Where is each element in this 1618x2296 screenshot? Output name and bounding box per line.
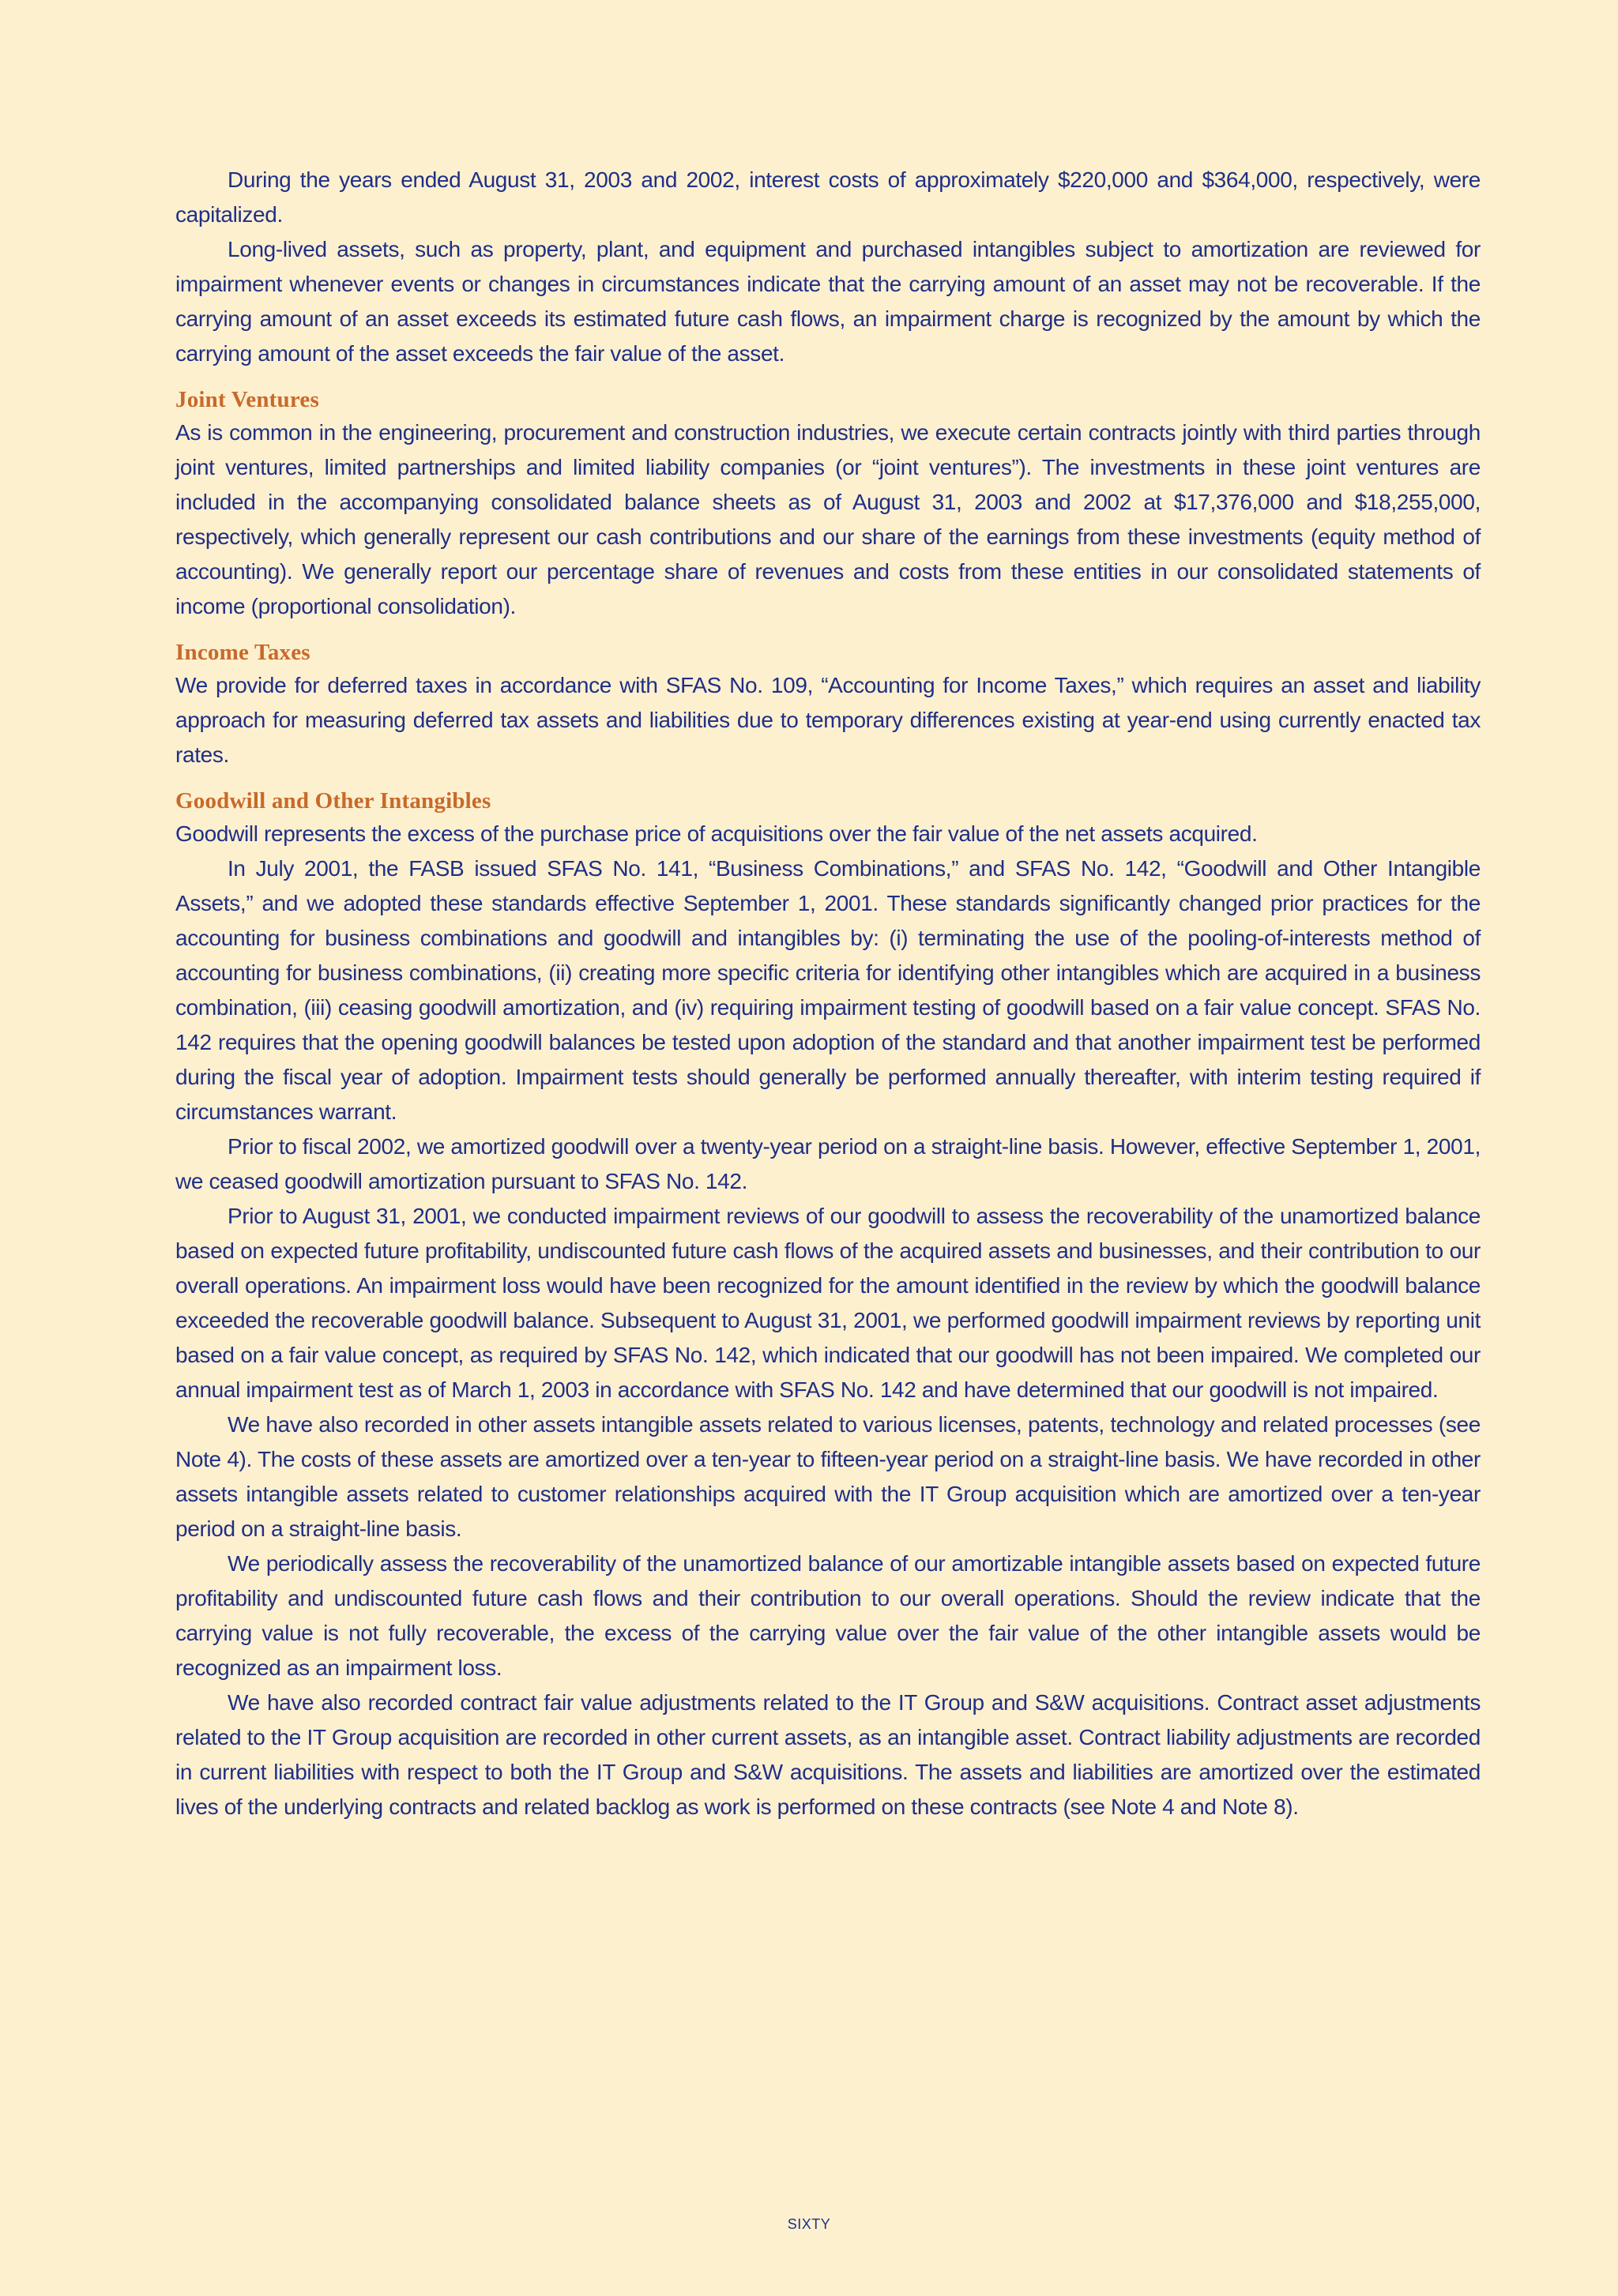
paragraph-recoverability: We periodically assess the recoverability of the unamortized balance of our amortizable intangible assets based on expected future profitability and undiscounted future cash flows and their contribution to our overall operations. Should the review indicate that the carrying value is not fully recoverable, the excess of the carrying value over the fair value of the other intangible assets would be recognized as an impairment loss. — [175, 1551, 1481, 1680]
paragraph-other-intangibles: We have also recorded in other assets intangible assets related to various licenses, patents, technology and related processes (see Note 4). The costs of these assets are amortized over a ten-year to fifteen-year period on a straight-line basis. We have recorded in other assets intangible assets related to customer relationships acquired with the IT Group acquisition which are amortized over a ten-year period on a straight-line basis. — [175, 1412, 1481, 1541]
paragraph-capitalized-interest: During the years ended August 31, 2003 and 2002, interest costs of approximately $220,000 and $364,000, respectively, were capitalized. — [175, 167, 1481, 227]
heading-joint-ventures: Joint Ventures — [175, 387, 319, 412]
paragraph-contract-adjustments: We have also recorded contract fair value adjustments related to the IT Group and S&W acquisitions. Contract asset adjustments related to the IT Group acquisition are recorded in other current assets, as an intangible asset. Contract liability adjustments are recorded in current liabilities with respect to both the IT Group and S&W acquisitions. The assets and liabilities are amortized over the estimated lives of the underlying contracts and related backlog as work is performed on these contracts (see Note 4 and Note 8). — [175, 1690, 1481, 1819]
heading-goodwill-intangibles: Goodwill and Other Intangibles — [175, 788, 491, 814]
heading-income-taxes: Income Taxes — [175, 640, 310, 665]
document-body — [175, 163, 1481, 1824]
paragraph-long-lived-assets: Long-lived assets, such as property, plant, and equipment and purchased intangibles subject to amortization are reviewed for impairment whenever events or changes in circumstances indicate that the carrying amount of an asset may not be recoverable. If the carrying amount of an asset exceeds its estimated future cash flows, an impairment charge is recognized by the amount by which the carrying amount of the asset exceeds the fair value of the asset. — [175, 237, 1481, 366]
paragraph-income-taxes: We provide for deferred taxes in accordance with SFAS No. 109, “Accounting for Income Taxes,” which requires an asset and liability approach for measuring deferred tax assets and liabilities due to temporary differences existing at year-end using currently enacted tax rates. — [175, 673, 1481, 767]
paragraph-impairment-reviews: Prior to August 31, 2001, we conducted impairment reviews of our goodwill to assess the recoverability of the unamortized balance based on expected future profitability, undiscounted future cash flows of the acquired assets and businesses, and their contribution to our overall operations. An impairment loss would have been recognized for the amount identified in the review by which the goodwill balance exceeded the recoverable goodwill balance. Subsequent to August 31, 2001, we performed goodwill impairment reviews by reporting unit based on a fair value concept, as required by SFAS No. 142, which indicated that our goodwill has not been impaired. We completed our annual impairment test as of March 1, 2003 in accordance with SFAS No. 142 and have determined that our goodwill is not impaired. — [175, 1204, 1481, 1402]
paragraph-sfas-141-142: In July 2001, the FASB issued SFAS No. 141, “Business Combinations,” and SFAS No. 142, “Goodwill and Other Intangible Assets,” and we adopted these standards effective September 1, 2001. These standards significantly changed prior practices for the accounting for business combinations and goodwill and intangibles by: (i) terminating the use of the pooling-of-interests method of accounting for business combinations, (ii) creating more specific criteria for identifying other intangibles which are acquired in a business combination, (iii) ceasing goodwill amortization, and (iv) requiring impairment testing of goodwill based on a fair value concept. SFAS No. 142 requires that the opening goodwill balances be tested upon adoption of the standard and that another impairment test be performed during the fiscal year of adoption. Impairment tests should generally be performed annually thereafter, with interim testing required if circumstances warrant. — [175, 856, 1481, 1124]
page-number: SIXTY — [787, 2216, 831, 2232]
paragraph-joint-ventures: As is common in the engineering, procurement and construction industries, we execute certain contracts jointly with third parties through joint ventures, limited partnerships and limited liability companies (or “joint ventures”). The investments in these joint ventures are included in the accompanying consolidated balance sheets as of August 31, 2003 and 2002 at $17,376,000 and $18,255,000, respectively, which generally represent our cash contributions and our share of the earnings from these investments (equity method of accounting). We generally report our percentage share of revenues and costs from these entities in our consolidated statements of income (proportional consolidation). — [175, 420, 1481, 618]
paragraph-goodwill-amortization: Prior to fiscal 2002, we amortized goodwill over a twenty-year period on a straight-line basis. However, effective September 1, 2001, we ceased goodwill amortization pursuant to SFAS No. 142. — [175, 1134, 1481, 1193]
paragraph-goodwill-definition: Goodwill represents the excess of the purchase price of acquisitions over the fair value of the net assets acquired. — [175, 821, 1258, 846]
